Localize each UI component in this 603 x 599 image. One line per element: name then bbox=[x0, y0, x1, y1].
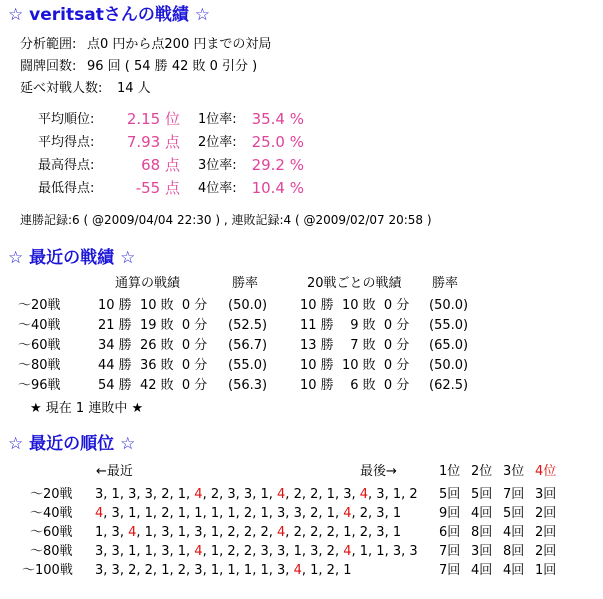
rank-count-3: 4回 bbox=[503, 563, 525, 578]
rank-count-4: 2回 bbox=[535, 544, 557, 559]
rank-value: 3 bbox=[194, 525, 203, 540]
results-row-cumulative: 34 勝 26 敗 0 分 bbox=[98, 338, 208, 353]
rank-sequence: 1, 3, 4, 1, 3, 1, 3, 1, 2, 2, 2, 4, 2, 2, 2, 1, 2, 3, 1 bbox=[95, 525, 402, 540]
rank-value: 2 bbox=[310, 525, 319, 540]
rank-value: 1 bbox=[210, 525, 220, 540]
rank-value: 3 bbox=[277, 544, 286, 559]
rank-value: 3 bbox=[392, 544, 402, 559]
count-value: 96 回 ( 54 勝 42 敗 0 引分 ) bbox=[87, 59, 258, 74]
rank-value: 1 bbox=[161, 563, 170, 578]
rank-row-label: ～80戦 bbox=[30, 544, 73, 559]
rank-value: 3 bbox=[111, 544, 120, 559]
rate4-label: 4位率: bbox=[198, 181, 237, 196]
rank-value: 3 bbox=[293, 506, 302, 521]
rank-value: 3 bbox=[227, 487, 236, 502]
rank-value: 1 bbox=[310, 563, 319, 578]
rank-value: 2 bbox=[310, 487, 319, 502]
rank-value: 4 bbox=[95, 506, 104, 521]
rank-value: 2 bbox=[227, 525, 236, 540]
rate1-label: 1位率: bbox=[198, 112, 237, 127]
results-row-per20: 10 勝 10 敗 0 分 bbox=[300, 358, 410, 373]
rate2-label: 2位率: bbox=[198, 135, 237, 150]
rank-value: 3 bbox=[343, 487, 352, 502]
rank-value: 3 bbox=[128, 487, 137, 502]
rank-value: 1 bbox=[194, 506, 203, 521]
rank-value: 1 bbox=[227, 506, 236, 521]
results-row-cumulative: 10 勝 10 敗 0 分 bbox=[98, 298, 208, 313]
rank-value: 1 bbox=[177, 506, 187, 521]
rank-value: 2 bbox=[243, 525, 253, 540]
rate4-value: 10.4 % bbox=[251, 179, 304, 197]
rank-value: 1 bbox=[243, 563, 253, 578]
rank-value: 3 bbox=[194, 563, 203, 578]
rate3-label: 3位率: bbox=[198, 158, 237, 173]
results-row-label: ～96戦 bbox=[18, 378, 61, 393]
rank-value: 1 bbox=[260, 563, 269, 578]
results-row-per20: 10 勝 6 敗 0 分 bbox=[300, 378, 410, 393]
results-row-cumulative: 54 勝 42 敗 0 分 bbox=[98, 378, 208, 393]
rank-value: 1 bbox=[260, 506, 269, 521]
rank-value: 1 bbox=[144, 525, 153, 540]
results-row-label: ～80戦 bbox=[18, 358, 61, 373]
rank-value: 3 bbox=[144, 487, 153, 502]
results-row-per20: 10 勝 10 敗 0 分 bbox=[300, 298, 410, 313]
rank-value: 3 bbox=[111, 563, 120, 578]
rank-value: 1 bbox=[144, 544, 153, 559]
rank-value: 4 bbox=[293, 563, 302, 578]
rank-value: 1 bbox=[359, 544, 369, 559]
col-per20: 20戦ごとの戦績 bbox=[307, 276, 402, 291]
rank-value: 4 bbox=[194, 544, 203, 559]
rate1-value: 35.4 % bbox=[251, 110, 304, 128]
rank-value: 2 bbox=[409, 487, 418, 502]
rank-value: 2 bbox=[243, 544, 253, 559]
results-row-label: ～60戦 bbox=[18, 338, 61, 353]
rank-value: 1 bbox=[227, 563, 236, 578]
rank-value: 2 bbox=[326, 544, 335, 559]
rank-value: 1 bbox=[128, 506, 137, 521]
rank-count-3: 5回 bbox=[503, 506, 525, 521]
results-row-cumulative-rate: (55.0) bbox=[228, 358, 268, 373]
rank-value: 2 bbox=[310, 506, 319, 521]
rank-value: 2 bbox=[293, 525, 302, 540]
rank-row-label: ～100戦 bbox=[22, 563, 73, 578]
rank-value: 2 bbox=[260, 525, 269, 540]
rank-value: 4 bbox=[194, 487, 203, 502]
max-score-value: 68 点 bbox=[141, 156, 180, 174]
rate2-value: 25.0 % bbox=[251, 133, 304, 151]
rank-count-4: 2回 bbox=[535, 525, 557, 540]
count-header-4: 4位 bbox=[535, 464, 557, 479]
rank-value: 2 bbox=[293, 487, 302, 502]
rank-value: 1 bbox=[376, 544, 385, 559]
rank-value: 3 bbox=[161, 544, 170, 559]
results-row-per20-rate: (50.0) bbox=[429, 358, 469, 373]
range-label: 分析範囲: bbox=[20, 37, 77, 52]
results-row-cumulative-rate: (52.5) bbox=[228, 318, 268, 333]
rank-count-4: 3回 bbox=[535, 487, 557, 502]
rank-value: 3 bbox=[161, 525, 170, 540]
rank-sequence: 3, 3, 2, 2, 1, 2, 3, 1, 1, 1, 1, 3, 4, 1, 2, 1 bbox=[95, 563, 352, 578]
rank-value: 3 bbox=[409, 544, 418, 559]
count-label: 闘牌回数: bbox=[20, 59, 77, 74]
rank-value: 1 bbox=[293, 544, 302, 559]
avg-score-value: 7.93 点 bbox=[126, 133, 180, 151]
rank-value: 2 bbox=[161, 506, 170, 521]
rank-value: 2 bbox=[326, 563, 335, 578]
opponents-value: 14 人 bbox=[117, 81, 151, 96]
rank-value: 1 bbox=[95, 525, 104, 540]
rank-value: 1 bbox=[343, 563, 352, 578]
rank-value: 1 bbox=[128, 544, 137, 559]
rank-value: 1 bbox=[392, 525, 402, 540]
col-cumulative-rate: 勝率 bbox=[232, 276, 259, 291]
streak-records: 連勝記録:6 ( @2009/04/04 22:30 ) , 連敗記録:4 ( @2009/02/07 20:58 ) bbox=[20, 213, 432, 227]
rank-row-label: ～20戦 bbox=[30, 487, 73, 502]
older-label: ←最近 bbox=[96, 464, 133, 479]
rank-value: 1 bbox=[392, 487, 402, 502]
rank-count-1: 6回 bbox=[439, 525, 461, 540]
rank-count-3: 7回 bbox=[503, 487, 525, 502]
results-row-cumulative-rate: (56.7) bbox=[228, 338, 268, 353]
rank-count-2: 4回 bbox=[471, 563, 493, 578]
rank-value: 1 bbox=[111, 487, 120, 502]
results-row-cumulative: 21 勝 19 敗 0 分 bbox=[98, 318, 208, 333]
results-row-cumulative-rate: (56.3) bbox=[228, 378, 268, 393]
results-row-per20-rate: (50.0) bbox=[429, 298, 469, 313]
rank-value: 1 bbox=[144, 506, 153, 521]
recent-results-heading: ☆ 最近の戦績 ☆ bbox=[8, 248, 136, 268]
rank-count-2: 3回 bbox=[471, 544, 493, 559]
rank-value: 2 bbox=[161, 487, 170, 502]
rank-count-2: 5回 bbox=[471, 487, 493, 502]
current-streak: ★ 現在 1 連敗中 ★ bbox=[30, 401, 144, 416]
rank-value: 4 bbox=[277, 487, 286, 502]
count-header-3: 3位 bbox=[503, 464, 525, 479]
rank-value: 1 bbox=[210, 563, 220, 578]
col-per20-rate: 勝率 bbox=[432, 276, 459, 291]
rank-value: 2 bbox=[326, 525, 335, 540]
rank-value: 1 bbox=[177, 544, 187, 559]
rank-count-3: 8回 bbox=[503, 544, 525, 559]
opponents-label: 延べ対戦人数: bbox=[20, 81, 103, 96]
min-score-value: -55 点 bbox=[135, 179, 180, 197]
rank-value: 1 bbox=[326, 506, 335, 521]
rank-value: 2 bbox=[144, 563, 153, 578]
rank-value: 2 bbox=[359, 506, 369, 521]
results-row-cumulative: 44 勝 36 敗 0 分 bbox=[98, 358, 208, 373]
rank-value: 4 bbox=[343, 544, 352, 559]
rank-sequence: 4, 3, 1, 1, 2, 1, 1, 1, 1, 2, 1, 3, 3, 2, 1, 4, 2, 3, 1 bbox=[95, 506, 402, 521]
page-title: ☆ veritsatさんの戦績 ☆ bbox=[8, 5, 210, 25]
rank-value: 4 bbox=[277, 525, 286, 540]
results-row-per20: 11 勝 9 敗 0 分 bbox=[300, 318, 410, 333]
rank-value: 4 bbox=[343, 506, 352, 521]
avg-rank-label: 平均順位: bbox=[38, 112, 95, 127]
results-row-per20-rate: (65.0) bbox=[429, 338, 469, 353]
rank-value: 1 bbox=[210, 544, 220, 559]
rank-value: 3 bbox=[243, 487, 253, 502]
rank-count-4: 1回 bbox=[535, 563, 557, 578]
rank-count-1: 7回 bbox=[439, 563, 461, 578]
rank-value: 4 bbox=[359, 487, 369, 502]
rank-value: 2 bbox=[128, 563, 137, 578]
results-row-label: ～20戦 bbox=[18, 298, 61, 313]
rank-value: 3 bbox=[310, 544, 319, 559]
rank-value: 3 bbox=[95, 563, 104, 578]
rank-value: 2 bbox=[210, 487, 220, 502]
rank-value: 3 bbox=[95, 544, 104, 559]
rank-value: 3 bbox=[260, 544, 269, 559]
results-row-label: ～40戦 bbox=[18, 318, 61, 333]
avg-rank-value: 2.15 位 bbox=[126, 110, 180, 128]
rank-row-label: ～40戦 bbox=[30, 506, 73, 521]
rank-value: 3 bbox=[376, 487, 385, 502]
rate3-value: 29.2 % bbox=[251, 156, 304, 174]
rank-value: 1 bbox=[210, 506, 220, 521]
rank-value: 2 bbox=[359, 525, 369, 540]
max-score-label: 最高得点: bbox=[38, 158, 95, 173]
avg-score-label: 平均得点: bbox=[38, 135, 95, 150]
rank-value: 3 bbox=[277, 506, 286, 521]
rank-count-3: 4回 bbox=[503, 525, 525, 540]
newer-label: 最後→ bbox=[360, 464, 397, 479]
rank-value: 2 bbox=[243, 506, 253, 521]
rank-count-1: 7回 bbox=[439, 544, 461, 559]
results-row-per20-rate: (62.5) bbox=[429, 378, 469, 393]
results-row-cumulative-rate: (50.0) bbox=[228, 298, 268, 313]
recent-ranks-heading: ☆ 最近の順位 ☆ bbox=[8, 434, 136, 454]
rank-value: 1 bbox=[177, 525, 187, 540]
col-cumulative: 通算の戦績 bbox=[115, 276, 181, 291]
rank-count-1: 5回 bbox=[439, 487, 461, 502]
rank-value: 3 bbox=[111, 506, 120, 521]
rank-value: 3 bbox=[111, 525, 120, 540]
results-row-per20-rate: (55.0) bbox=[429, 318, 469, 333]
results-row-per20: 13 勝 7 敗 0 分 bbox=[300, 338, 410, 353]
rank-count-1: 9回 bbox=[439, 506, 461, 521]
rank-sequence: 3, 3, 1, 1, 3, 1, 4, 1, 2, 2, 3, 3, 1, 3, 2, 4, 1, 1, 3, 3 bbox=[95, 544, 418, 559]
rank-value: 3 bbox=[376, 506, 385, 521]
rank-value: 1 bbox=[392, 506, 402, 521]
rank-value: 4 bbox=[128, 525, 137, 540]
rank-count-4: 2回 bbox=[535, 506, 557, 521]
count-header-1: 1位 bbox=[439, 464, 461, 479]
rank-value: 3 bbox=[277, 563, 286, 578]
rank-sequence: 3, 1, 3, 3, 2, 1, 4, 2, 3, 3, 1, 4, 2, 2, 1, 3, 4, 3, 1, 2 bbox=[95, 487, 418, 502]
rank-count-2: 8回 bbox=[471, 525, 493, 540]
rank-value: 3 bbox=[95, 487, 104, 502]
rank-row-label: ～60戦 bbox=[30, 525, 73, 540]
rank-value: 1 bbox=[343, 525, 352, 540]
rank-value: 1 bbox=[326, 487, 335, 502]
range-value: 点0 円から点200 円までの対局 bbox=[87, 37, 272, 52]
min-score-label: 最低得点: bbox=[38, 181, 95, 196]
rank-value: 1 bbox=[177, 487, 187, 502]
count-header-2: 2位 bbox=[471, 464, 493, 479]
rank-value: 2 bbox=[177, 563, 187, 578]
rank-value: 1 bbox=[260, 487, 269, 502]
rank-value: 3 bbox=[376, 525, 385, 540]
rank-count-2: 4回 bbox=[471, 506, 493, 521]
rank-value: 2 bbox=[227, 544, 236, 559]
